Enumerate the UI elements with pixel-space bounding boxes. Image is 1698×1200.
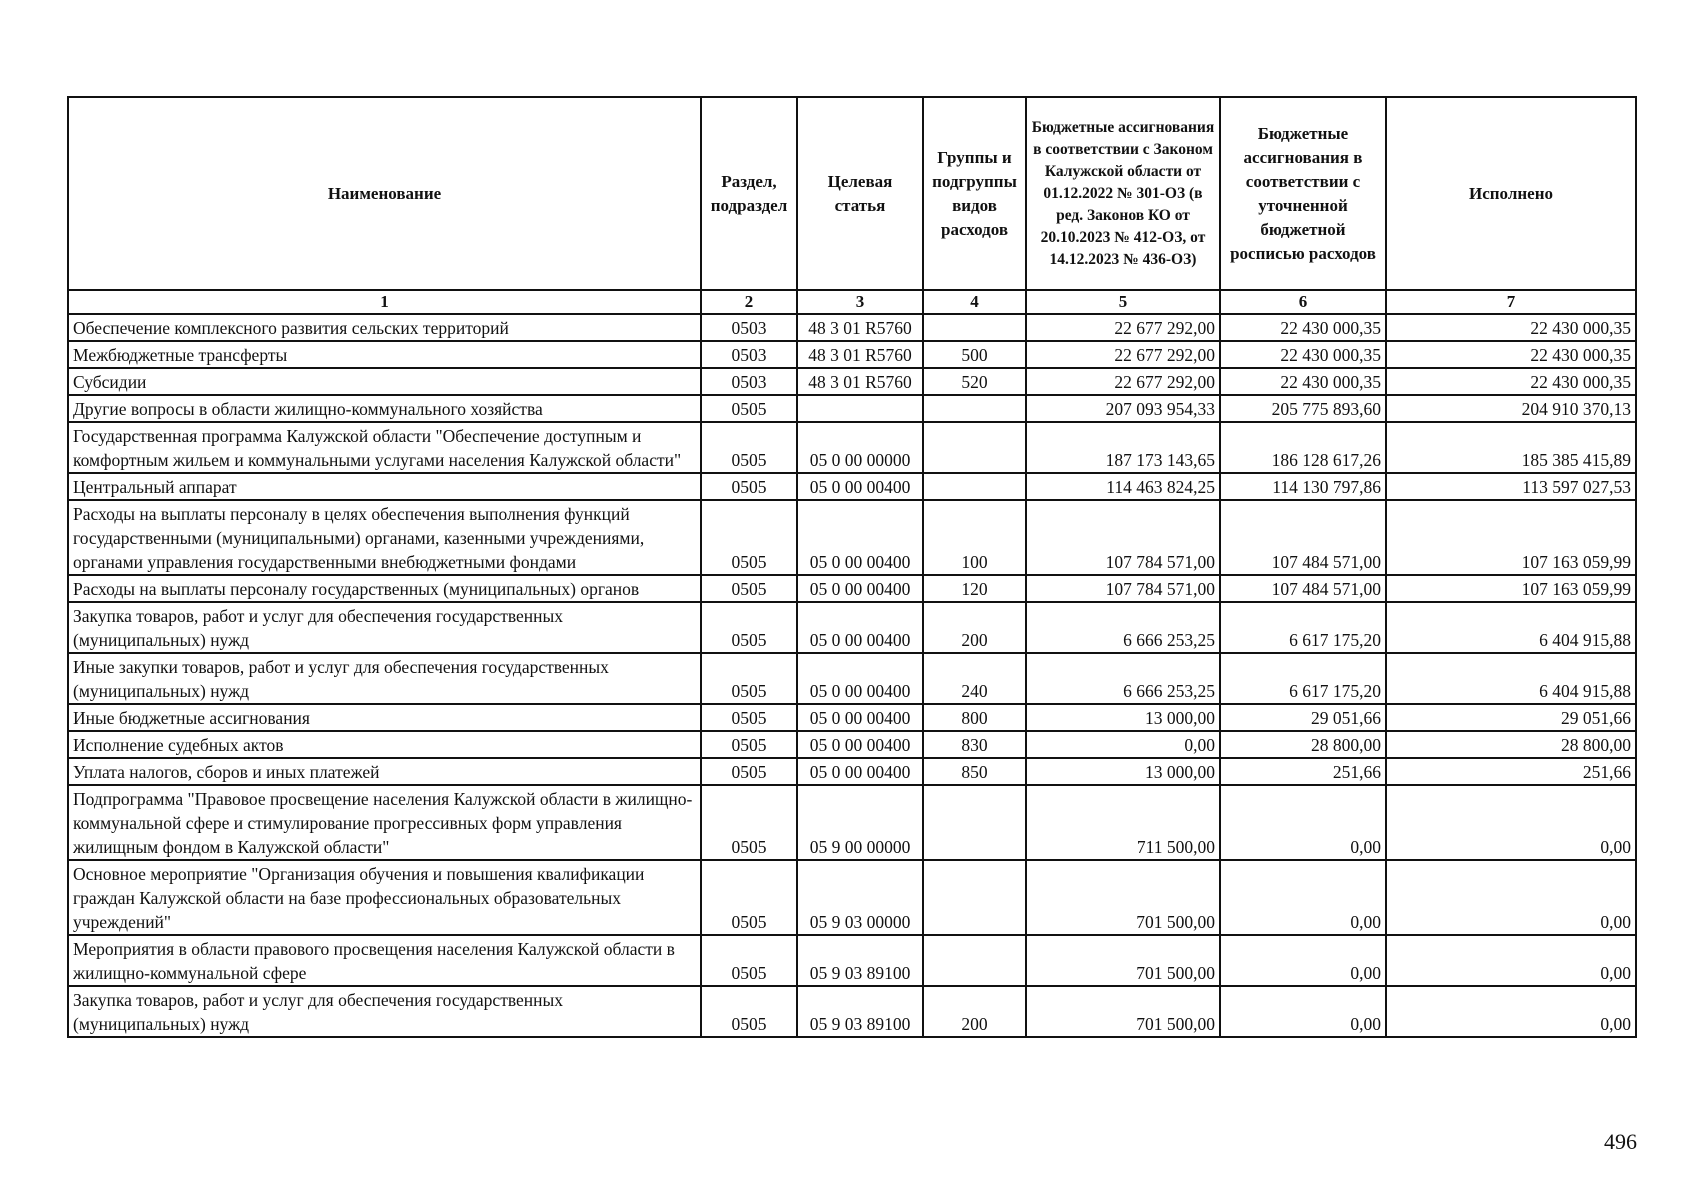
- row-group-cell: 100: [923, 500, 1026, 575]
- row-section-cell: 0505: [701, 500, 797, 575]
- row-article-cell: 48 3 01 R5760: [797, 341, 923, 368]
- row-law-amount-cell: 107 784 571,00: [1026, 575, 1220, 602]
- row-section-cell: 0505: [701, 986, 797, 1037]
- row-section-cell: 0505: [701, 395, 797, 422]
- row-section-cell: 0505: [701, 602, 797, 653]
- row-group-cell: 520: [923, 368, 1026, 395]
- table-body: [68, 314, 1636, 1037]
- row-section-cell: 0505: [701, 704, 797, 731]
- row-name-cell: Обеспечение комплексного развития сельских территорий: [68, 314, 701, 341]
- row-schedule-amount-cell: 205 775 893,60: [1220, 395, 1386, 422]
- row-law-amount-cell: 22 677 292,00: [1026, 368, 1220, 395]
- row-name-cell: Уплата налогов, сборов и иных платежей: [68, 758, 701, 785]
- table-row: [68, 704, 1636, 731]
- header-row: [68, 97, 1636, 290]
- row-law-amount-cell: 711 500,00: [1026, 785, 1220, 860]
- row-executed-amount-cell: 0,00: [1386, 860, 1636, 935]
- row-law-amount-cell: 187 173 143,65: [1026, 422, 1220, 473]
- table-row: [68, 785, 1636, 860]
- column-number: 5: [1026, 290, 1220, 314]
- row-schedule-amount-cell: 29 051,66: [1220, 704, 1386, 731]
- row-section-cell: 0503: [701, 314, 797, 341]
- row-section-cell: 0505: [701, 731, 797, 758]
- row-article-cell: 05 9 03 89100: [797, 986, 923, 1037]
- row-schedule-amount-cell: 186 128 617,26: [1220, 422, 1386, 473]
- row-schedule-amount-cell: 107 484 571,00: [1220, 500, 1386, 575]
- row-schedule-amount-cell: 6 617 175,20: [1220, 653, 1386, 704]
- budget-table-container: [67, 96, 1635, 1038]
- row-name-cell: Мероприятия в области правового просвещения населения Калужской области в жилищно-коммунальной сфере: [68, 935, 701, 986]
- row-name-cell: Закупка товаров, работ и услуг для обеспечения государственных (муниципальных) нужд: [68, 986, 701, 1037]
- column-number: 7: [1386, 290, 1636, 314]
- row-executed-amount-cell: 107 163 059,99: [1386, 500, 1636, 575]
- row-article-cell: [797, 395, 923, 422]
- table-row: [68, 422, 1636, 473]
- row-law-amount-cell: 701 500,00: [1026, 935, 1220, 986]
- row-section-cell: 0503: [701, 368, 797, 395]
- table-row: [68, 341, 1636, 368]
- row-article-cell: 05 0 00 00400: [797, 758, 923, 785]
- row-executed-amount-cell: 0,00: [1386, 986, 1636, 1037]
- row-group-cell: 500: [923, 341, 1026, 368]
- row-law-amount-cell: 114 463 824,25: [1026, 473, 1220, 500]
- row-law-amount-cell: 207 093 954,33: [1026, 395, 1220, 422]
- row-schedule-amount-cell: 22 430 000,35: [1220, 314, 1386, 341]
- row-group-cell: [923, 314, 1026, 341]
- row-article-cell: 05 0 00 00400: [797, 575, 923, 602]
- row-law-amount-cell: 22 677 292,00: [1026, 341, 1220, 368]
- row-name-cell: Подпрограмма "Правовое просвещение населения Калужской области в жилищно-коммунальной сфере и стимулирование прогрессивных форм управления жилищным фондом в Калужской области": [68, 785, 701, 860]
- row-group-cell: [923, 422, 1026, 473]
- row-group-cell: [923, 473, 1026, 500]
- row-section-cell: 0505: [701, 473, 797, 500]
- row-article-cell: 05 9 03 00000: [797, 860, 923, 935]
- row-article-cell: 05 0 00 00400: [797, 500, 923, 575]
- row-schedule-amount-cell: 0,00: [1220, 935, 1386, 986]
- table-row: [68, 935, 1636, 986]
- header-executed: Исполнено: [1386, 97, 1636, 290]
- header-groups: Группы и подгруппы видов расходов: [923, 97, 1026, 290]
- row-article-cell: 05 0 00 00400: [797, 653, 923, 704]
- header-schedule-allocations: Бюджетные ассигнования в соответствии с уточненной бюджетной росписью расходов: [1220, 97, 1386, 290]
- row-executed-amount-cell: 22 430 000,35: [1386, 341, 1636, 368]
- table-row: [68, 758, 1636, 785]
- row-schedule-amount-cell: 0,00: [1220, 986, 1386, 1037]
- row-name-cell: Другие вопросы в области жилищно-коммунального хозяйства: [68, 395, 701, 422]
- row-group-cell: 200: [923, 986, 1026, 1037]
- row-executed-amount-cell: 107 163 059,99: [1386, 575, 1636, 602]
- row-law-amount-cell: 22 677 292,00: [1026, 314, 1220, 341]
- table-row: [68, 314, 1636, 341]
- column-number: 6: [1220, 290, 1386, 314]
- row-group-cell: 120: [923, 575, 1026, 602]
- header-section: Раздел, подраздел: [701, 97, 797, 290]
- row-group-cell: [923, 785, 1026, 860]
- row-section-cell: 0505: [701, 785, 797, 860]
- row-section-cell: 0505: [701, 422, 797, 473]
- row-name-cell: Исполнение судебных актов: [68, 731, 701, 758]
- row-schedule-amount-cell: 114 130 797,86: [1220, 473, 1386, 500]
- row-executed-amount-cell: 29 051,66: [1386, 704, 1636, 731]
- header-name: Наименование: [68, 97, 701, 290]
- row-executed-amount-cell: 113 597 027,53: [1386, 473, 1636, 500]
- row-article-cell: 05 0 00 00400: [797, 704, 923, 731]
- row-name-cell: Центральный аппарат: [68, 473, 701, 500]
- table-row: [68, 575, 1636, 602]
- row-section-cell: 0503: [701, 341, 797, 368]
- row-section-cell: 0505: [701, 575, 797, 602]
- row-article-cell: 05 0 00 00400: [797, 473, 923, 500]
- table-row: [68, 653, 1636, 704]
- table-row: [68, 473, 1636, 500]
- row-article-cell: 05 0 00 00400: [797, 602, 923, 653]
- row-group-cell: [923, 935, 1026, 986]
- table-row: [68, 731, 1636, 758]
- row-group-cell: 800: [923, 704, 1026, 731]
- row-schedule-amount-cell: 28 800,00: [1220, 731, 1386, 758]
- row-name-cell: Основное мероприятие "Организация обучения и повышения квалификации граждан Калужской области на базе профессиональных образовательных учреждений": [68, 860, 701, 935]
- row-schedule-amount-cell: 0,00: [1220, 860, 1386, 935]
- table-row: [68, 368, 1636, 395]
- row-law-amount-cell: 0,00: [1026, 731, 1220, 758]
- row-executed-amount-cell: 185 385 415,89: [1386, 422, 1636, 473]
- row-schedule-amount-cell: 22 430 000,35: [1220, 341, 1386, 368]
- column-number: 1: [68, 290, 701, 314]
- row-executed-amount-cell: 251,66: [1386, 758, 1636, 785]
- row-article-cell: 05 9 03 89100: [797, 935, 923, 986]
- row-law-amount-cell: 107 784 571,00: [1026, 500, 1220, 575]
- row-article-cell: 05 9 00 00000: [797, 785, 923, 860]
- table-row: [68, 860, 1636, 935]
- row-group-cell: 830: [923, 731, 1026, 758]
- row-group-cell: [923, 860, 1026, 935]
- row-schedule-amount-cell: 6 617 175,20: [1220, 602, 1386, 653]
- table-row: [68, 986, 1636, 1037]
- row-article-cell: 05 0 00 00000: [797, 422, 923, 473]
- row-section-cell: 0505: [701, 653, 797, 704]
- row-article-cell: 05 0 00 00400: [797, 731, 923, 758]
- row-name-cell: Субсидии: [68, 368, 701, 395]
- row-name-cell: Государственная программа Калужской области "Обеспечение доступным и комфортным жильем и коммунальными услугами населения Калужской области": [68, 422, 701, 473]
- row-name-cell: Расходы на выплаты персоналу государственных (муниципальных) органов: [68, 575, 701, 602]
- column-number: 4: [923, 290, 1026, 314]
- column-number: 3: [797, 290, 923, 314]
- row-executed-amount-cell: 6 404 915,88: [1386, 602, 1636, 653]
- row-group-cell: 240: [923, 653, 1026, 704]
- table-row: [68, 602, 1636, 653]
- row-schedule-amount-cell: 251,66: [1220, 758, 1386, 785]
- row-schedule-amount-cell: 0,00: [1220, 785, 1386, 860]
- row-name-cell: Иные закупки товаров, работ и услуг для обеспечения государственных (муниципальных) нужд: [68, 653, 701, 704]
- row-name-cell: Межбюджетные трансферты: [68, 341, 701, 368]
- row-law-amount-cell: 6 666 253,25: [1026, 602, 1220, 653]
- row-law-amount-cell: 13 000,00: [1026, 704, 1220, 731]
- row-name-cell: Расходы на выплаты персоналу в целях обеспечения выполнения функций государственными (муниципальными) органами, казенными учреждениями, органами управления государственными внебюджетными фондами: [68, 500, 701, 575]
- page-number: 496: [1604, 1129, 1637, 1154]
- row-law-amount-cell: 701 500,00: [1026, 986, 1220, 1037]
- header-law-allocations: Бюджетные ассигнования в соответствии с Законом Калужской области от 01.12.2022 № 301-ОЗ (в ред. Законов КО от 20.10.2023 № 412-ОЗ, от 14.12.2023 № 436-ОЗ): [1026, 97, 1220, 290]
- row-schedule-amount-cell: 22 430 000,35: [1220, 368, 1386, 395]
- row-executed-amount-cell: 0,00: [1386, 935, 1636, 986]
- row-section-cell: 0505: [701, 758, 797, 785]
- table-row: [68, 395, 1636, 422]
- row-executed-amount-cell: 6 404 915,88: [1386, 653, 1636, 704]
- row-group-cell: [923, 395, 1026, 422]
- table-row: [68, 500, 1636, 575]
- row-executed-amount-cell: 204 910 370,13: [1386, 395, 1636, 422]
- column-number: 2: [701, 290, 797, 314]
- row-executed-amount-cell: 28 800,00: [1386, 731, 1636, 758]
- row-section-cell: 0505: [701, 935, 797, 986]
- row-group-cell: 850: [923, 758, 1026, 785]
- row-article-cell: 48 3 01 R5760: [797, 368, 923, 395]
- row-article-cell: 48 3 01 R5760: [797, 314, 923, 341]
- row-executed-amount-cell: 22 430 000,35: [1386, 314, 1636, 341]
- row-law-amount-cell: 6 666 253,25: [1026, 653, 1220, 704]
- row-executed-amount-cell: 0,00: [1386, 785, 1636, 860]
- row-executed-amount-cell: 22 430 000,35: [1386, 368, 1636, 395]
- row-group-cell: 200: [923, 602, 1026, 653]
- column-number-row: [68, 290, 1636, 314]
- row-schedule-amount-cell: 107 484 571,00: [1220, 575, 1386, 602]
- row-section-cell: 0505: [701, 860, 797, 935]
- header-article: Целевая статья: [797, 97, 923, 290]
- row-name-cell: Закупка товаров, работ и услуг для обеспечения государственных (муниципальных) нужд: [68, 602, 701, 653]
- row-name-cell: Иные бюджетные ассигнования: [68, 704, 701, 731]
- row-law-amount-cell: 701 500,00: [1026, 860, 1220, 935]
- row-law-amount-cell: 13 000,00: [1026, 758, 1220, 785]
- budget-table: [67, 96, 1637, 1038]
